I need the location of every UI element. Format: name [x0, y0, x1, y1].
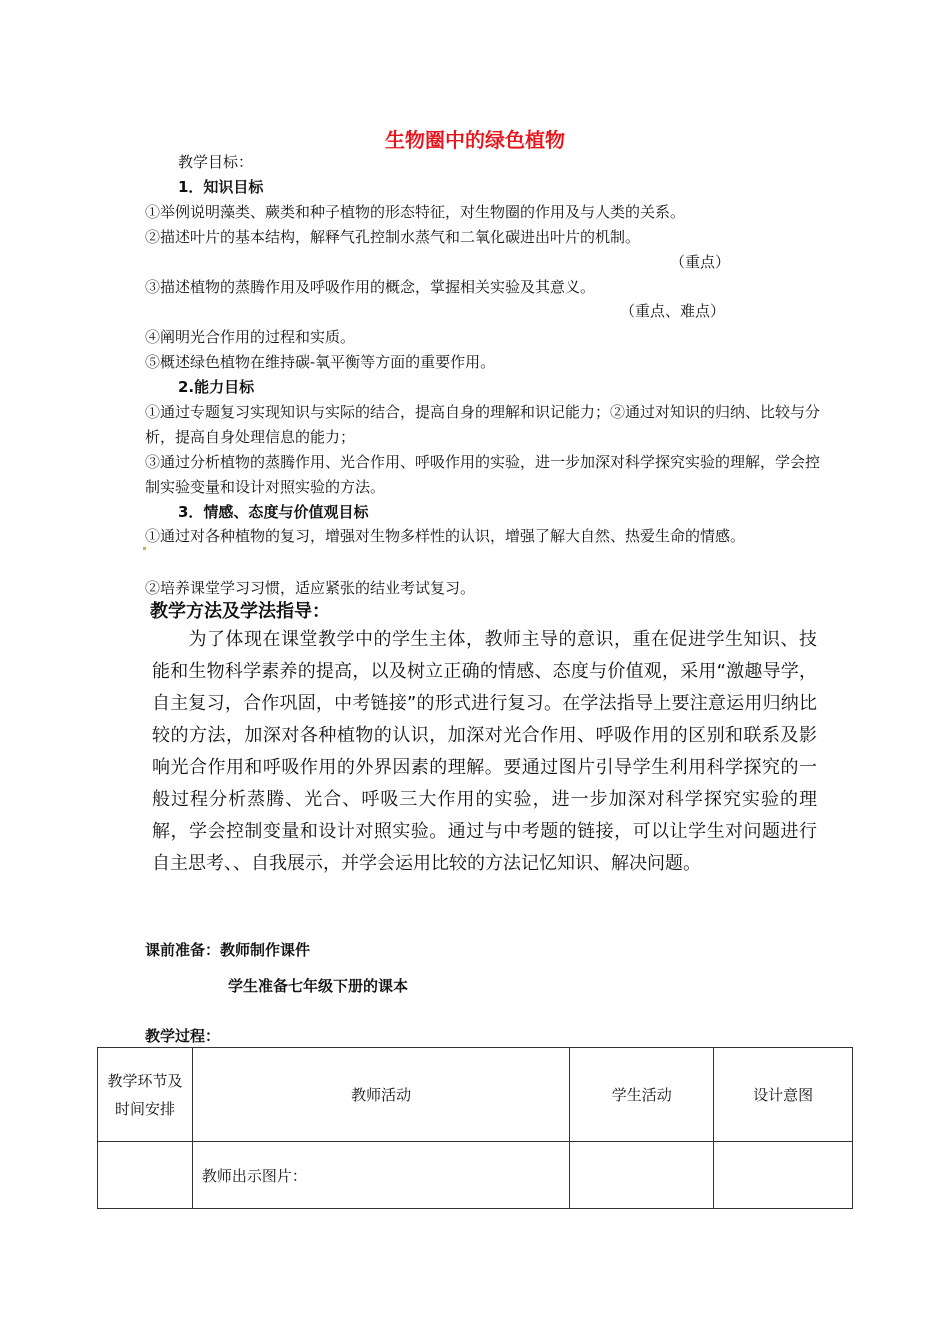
process-table	[97, 1047, 853, 1209]
emotion-paragraph-1: ①通过对各种植物的复习，增强对生物多样性的认识，增强了解大自然、热爱生命的情感。	[145, 527, 746, 545]
document-title: 生物圈中的绿色植物	[385, 128, 565, 152]
key-point-note: （重点）	[670, 253, 731, 271]
prep-line-1: 课前准备：教师制作课件	[145, 941, 311, 959]
table-row	[98, 1142, 853, 1209]
emotion-paragraph-2: ②培养课堂学习习惯，适应紧张的结业考试复习。	[145, 579, 476, 597]
cell-stage-time	[98, 1142, 193, 1209]
ability-heading: 2.能力目标	[178, 378, 255, 396]
header-student-activity: 学生活动	[570, 1048, 714, 1142]
knowledge-item-1: ①举例说明藻类、蕨类和种子植物的形态特征，对生物圈的作用及与人类的关系。	[145, 203, 686, 221]
knowledge-item-2: ②描述叶片的基本结构，解释气孔控制水蒸气和二氧化碳进出叶片的机制。	[145, 228, 641, 246]
header-stage-time	[98, 1048, 193, 1142]
emotion-heading: 3．情感、态度与价值观目标	[178, 503, 369, 521]
key-difficult-note: （重点、难点）	[620, 302, 726, 320]
knowledge-heading: 1．知识目标	[178, 178, 264, 196]
prep-line-2: 学生准备七年级下册的课本	[228, 977, 409, 995]
header-stage-time-text: 教学环节及时间安排	[107, 1071, 183, 1118]
objectives-heading: 教学目标：	[178, 153, 254, 171]
table-header-row	[98, 1048, 853, 1142]
knowledge-item-4: ④阐明光合作用的过程和实质。	[145, 328, 356, 346]
cell-student-activity	[570, 1142, 714, 1209]
knowledge-item-5: ⑤概述绿色植物在维持碳-氧平衡等方面的重要作用。	[145, 353, 496, 371]
knowledge-item-3: ③描述植物的蒸腾作用及呼吸作用的概念，掌握相关实验及其意义。	[145, 278, 596, 296]
margin-mark	[143, 547, 146, 550]
method-paragraph	[152, 624, 817, 880]
method-text: 为了体现在课堂教学中的学生主体，教师主导的意识，重在促进学生知识、技能和生物科学素养的提高，以及树立正确的情感、态度与价值观，采用“激趣导学，自主复习，合作巩固，中考链接”的形式进行复习。在学法指导上要注意运用归纳比较的方法，加深对各种植物的认识，加深对光合作用、呼吸作用的区别和联系及影响光合作用和呼吸作用的外界因素的理解。要通过图片引导学生利用科学探究的一般过程分析蒸腾、光合、呼吸三大作用的实验，进一步加深对科学探究实验的理解，学会控制变量和设计对照实验。通过与中考题的链接，可以让学生对问题进行自主思考、、自我展示，并学会运用比较的方法记忆知识、解决问题。	[152, 629, 817, 874]
process-heading: 教学过程：	[145, 1027, 221, 1045]
ability-paragraph-1: ①通过专题复习实现知识与实际的结合，提高自身的理解和识记能力；②通过对知识的归纳、比较与分析，提高自身处理信息的能力；	[145, 403, 821, 446]
header-teacher-activity: 教师活动	[192, 1048, 569, 1142]
method-heading: 教学方法及学法指导：	[150, 601, 330, 622]
header-design-intent: 设计意图	[714, 1048, 853, 1142]
cell-teacher-activity: 教师出示图片：	[192, 1142, 569, 1209]
ability-paragraph-2: ③通过分析植物的蒸腾作用、光合作用、呼吸作用的实验，进一步加深对科学探究实验的理解，学会控制实验变量和设计对照实验的方法。	[145, 453, 821, 496]
cell-design-intent	[714, 1142, 853, 1209]
